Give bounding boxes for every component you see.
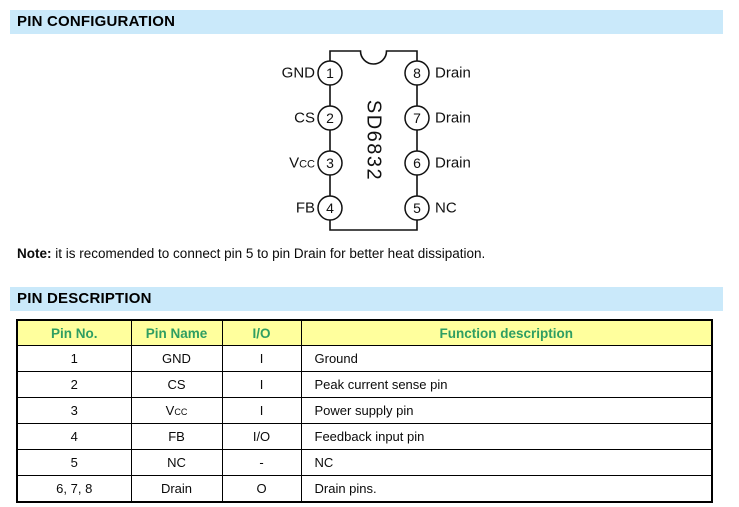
pin-number-3: 3 [326, 155, 334, 171]
section-band-pin-configuration [10, 10, 723, 34]
cell-pin-no: 3 [17, 398, 131, 424]
cell-description: Drain pins. [301, 476, 712, 503]
cell-io: I [222, 398, 301, 424]
column-header-pin-name: Pin Name [131, 320, 222, 346]
column-header-io: I/O [222, 320, 301, 346]
pin-number-6: 6 [413, 155, 421, 171]
pin-label-fb: FB [295, 199, 315, 217]
cell-description: Feedback input pin [301, 424, 712, 450]
cell-io: - [222, 450, 301, 476]
pin-number-8: 8 [413, 65, 421, 81]
cell-description: NC [301, 450, 712, 476]
pin-number-1: 1 [326, 65, 334, 81]
pin-label-drain-6: Drain [435, 154, 471, 172]
table-row [17, 398, 712, 424]
cell-description: Peak current sense pin [301, 372, 712, 398]
pin-number-5: 5 [413, 200, 421, 216]
pin-label-drain-8: Drain [435, 64, 471, 82]
pin-number-2: 2 [326, 110, 334, 126]
pin-label-vcc: Vcc [289, 154, 315, 172]
note [17, 246, 485, 261]
cell-description: Ground [301, 346, 712, 372]
column-header-function-description: Function description [301, 320, 712, 346]
chip-part-number: SD6832 [362, 99, 385, 182]
cell-description: Power supply pin [301, 398, 712, 424]
cell-pin-no: 6, 7, 8 [17, 476, 131, 503]
table-header-row [17, 320, 712, 346]
table-row [17, 424, 712, 450]
cell-pin-name: FB [131, 424, 222, 450]
cell-pin-name: GND [131, 346, 222, 372]
cell-pin-no: 2 [17, 372, 131, 398]
cell-pin-no: 4 [17, 424, 131, 450]
cell-pin-name: NC [131, 450, 222, 476]
pin-configuration-diagram [255, 40, 485, 240]
cell-io: O [222, 476, 301, 503]
cell-io: I [222, 372, 301, 398]
pin-number-4: 4 [326, 200, 334, 216]
table-row [17, 372, 712, 398]
pin-label-drain-7: Drain [435, 109, 471, 127]
cell-pin-name: Drain [131, 476, 222, 503]
section-title-pin-description: PIN DESCRIPTION [17, 290, 152, 307]
note-text: it is recomended to connect pin 5 to pin Drain for better heat dissipation. [51, 246, 486, 261]
cell-io: I/O [222, 424, 301, 450]
pin-label-cs: CS [294, 109, 315, 127]
pin-number-7: 7 [413, 110, 421, 126]
cell-pin-name: Vcc [131, 398, 222, 424]
column-header-pin-no: Pin No. [17, 320, 131, 346]
table-row [17, 450, 712, 476]
cell-pin-no: 1 [17, 346, 131, 372]
pin-label-nc: NC [435, 199, 457, 217]
note-label: Note: [17, 246, 52, 261]
section-band-pin-description [10, 287, 723, 311]
cell-pin-no: 5 [17, 450, 131, 476]
cell-io: I [222, 346, 301, 372]
table-row [17, 346, 712, 372]
pin-description-table [16, 319, 713, 503]
pin-label-gnd: GND [281, 64, 315, 82]
section-title-pin-configuration: PIN CONFIGURATION [17, 13, 176, 30]
table-row [17, 476, 712, 503]
cell-pin-name: CS [131, 372, 222, 398]
